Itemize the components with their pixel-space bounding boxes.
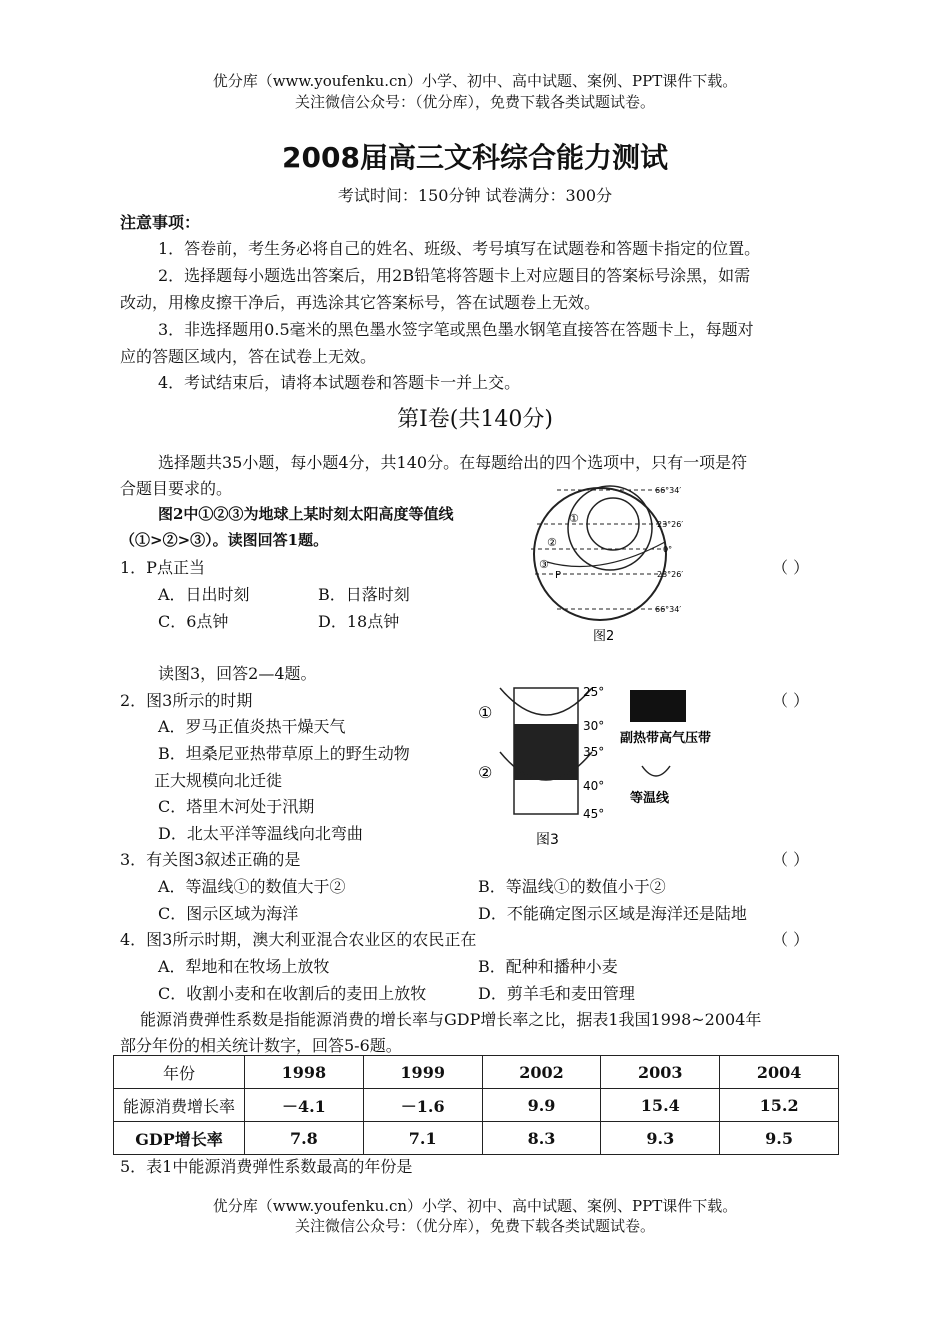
section-intro-a: 选择题共35小题，每小题4分，共140分。在每题给出的四个选项中，只有一项是符 — [158, 453, 748, 472]
data-table — [113, 1055, 839, 1155]
table-cell: 7.8 — [245, 1122, 364, 1155]
lat-label: 35° — [583, 745, 605, 759]
notes-heading: 注意事项： — [120, 213, 201, 232]
subtropical-high-belt — [514, 724, 578, 780]
table-cell: 9.5 — [720, 1122, 839, 1155]
note-3a: 3．非选择题用0.5毫米的黑色墨水签字笔或黑色墨水钢笔直接答在答题卡上，每题对 — [158, 320, 754, 339]
note-2a: 2．选择题每小题选出答案后，用2B铅笔将答题卡上对应题目的答案标号涂黑，如需 — [158, 266, 751, 285]
legend-isotherm-label: 等温线 — [630, 791, 670, 806]
q5-stem: 5．表1中能源消费弹性系数最高的年份是 — [120, 1157, 413, 1176]
lat-label: 23°26′ — [657, 520, 684, 529]
q1-answer-blank[interactable]: （ ） — [772, 558, 810, 577]
legend-high-pressure-label: 副热带高气压带 — [620, 731, 712, 746]
contour-mark: ① — [569, 512, 579, 525]
table-cell: 能源消费增长率 — [114, 1089, 245, 1122]
legend-isotherm-swatch — [642, 766, 670, 776]
section-title: 第Ⅰ卷(共140分) — [397, 407, 553, 432]
q4-stem: 4．图3所示时期，澳大利亚混合农业区的农民正在 — [120, 930, 477, 949]
header-line-2: 关注微信公众号：（优分库），免费下载各类试题试卷。 — [294, 93, 655, 111]
table-cell: 7.1 — [363, 1122, 482, 1155]
lat-label: 23°26′ — [657, 570, 684, 579]
q2-answer-blank[interactable]: （ ） — [772, 691, 810, 710]
table-cell: 15.4 — [601, 1089, 720, 1122]
table-cell: 1998 — [245, 1056, 364, 1089]
q3-option-d[interactable]: D．不能确定图示区域是海洋还是陆地 — [478, 904, 747, 923]
q4-answer-blank[interactable]: （ ） — [772, 930, 810, 949]
q1-option-d[interactable]: D．18点钟 — [318, 612, 400, 631]
q2-option-b-cont: 正大规模向北迁徙 — [154, 771, 283, 790]
q3-option-b[interactable]: B．等温线①的数值小于② — [478, 877, 666, 896]
isotherm-mark: ② — [478, 763, 493, 782]
fig2-intro-a: 图2中①②③为地球上某时刻太阳高度等值线 — [158, 505, 454, 523]
q2-option-a[interactable]: A．罗马正值炎热干燥天气 — [158, 717, 346, 736]
note-4: 4．考试结束后，请将本试题卷和答题卡一并上交。 — [158, 373, 521, 392]
lat-label: 30° — [583, 719, 605, 733]
legend-high-pressure-swatch — [630, 690, 686, 722]
q4-option-b[interactable]: B．配种和播种小麦 — [478, 957, 618, 976]
table-cell: 2003 — [601, 1056, 720, 1089]
table-cell: 年份 — [114, 1056, 245, 1089]
fig2-intro-b: （①>②>③）。读图回答1题。 — [120, 531, 329, 549]
lat-label: 25° — [583, 685, 605, 699]
page-title: 2008届高三文科综合能力测试 — [282, 141, 668, 174]
q3-stem: 3．有关图3叙述正确的是 — [120, 850, 301, 869]
q2-option-c[interactable]: C．塔里木河处于汛期 — [158, 797, 315, 816]
q3-answer-blank[interactable]: （ ） — [772, 850, 810, 869]
q1-option-c[interactable]: C．6点钟 — [158, 612, 229, 631]
note-1: 1．答卷前，考生务必将自己的姓名、班级、考号填写在试题卷和答题卡指定的位置。 — [158, 239, 761, 258]
table-cell: 9.3 — [601, 1122, 720, 1155]
point-p-label: P — [555, 570, 562, 581]
fig3-intro: 读图3，回答2—4题。 — [158, 664, 317, 683]
q2-stem: 2．图3所示的时期 — [120, 691, 253, 710]
q4-option-a[interactable]: A．犁地和在牧场上放牧 — [158, 957, 330, 976]
table-row — [114, 1122, 839, 1155]
note-2b: 改动，用橡皮擦干净后，再选涂其它答案标号，答在试题卷上无效。 — [120, 293, 601, 312]
table-header-row — [114, 1056, 839, 1089]
q3-option-c[interactable]: C．图示区域为海洋 — [158, 904, 299, 923]
q4-option-c[interactable]: C．收割小麦和在收割后的麦田上放牧 — [158, 984, 427, 1003]
footer-line-2: 关注微信公众号：（优分库），免费下载各类试题试卷。 — [294, 1217, 655, 1235]
table-cell: 1999 — [363, 1056, 482, 1089]
q1-option-a[interactable]: A．日出时刻 — [158, 585, 250, 604]
q2-option-b[interactable]: B．坦桑尼亚热带草原上的野生动物 — [158, 744, 410, 763]
q3-option-a[interactable]: A．等温线①的数值大于② — [158, 877, 346, 896]
q4-option-d[interactable]: D．剪羊毛和麦田管理 — [478, 984, 635, 1003]
table-intro-b: 部分年份的相关统计数字，回答5-6题。 — [120, 1036, 402, 1055]
table-cell: －4.1 — [245, 1089, 364, 1122]
q1-stem: 1．P点正当 — [120, 558, 205, 577]
table-cell: －1.6 — [363, 1089, 482, 1122]
table-cell: GDP增长率 — [114, 1122, 245, 1155]
footer-line-1: 优分库（www.youfenku.cn）小学、初中、高中试题、案例、PPT课件下载。 — [212, 1197, 738, 1215]
contour-mark: ② — [547, 536, 557, 549]
table-intro-a: 能源消费弹性系数是指能源消费的增长率与GDP增长率之比，据表1我国1998~2004年 — [140, 1010, 762, 1029]
note-3b: 应的答题区域内，答在试卷上无效。 — [120, 347, 377, 366]
fig3-caption: 图3 — [536, 832, 559, 848]
lat-label: 45° — [583, 807, 605, 821]
lat-label: 66°34′ — [655, 486, 682, 495]
q2-option-d[interactable]: D．北太平洋等温线向北弯曲 — [158, 824, 363, 843]
figure-3 — [470, 680, 730, 852]
lat-label: 40° — [583, 779, 605, 793]
table-cell: 2002 — [482, 1056, 601, 1089]
exam-subtitle: 考试时间：150分钟 试卷满分：300分 — [337, 186, 613, 205]
table-cell: 2004 — [720, 1056, 839, 1089]
table-cell: 9.9 — [482, 1089, 601, 1122]
fig2-caption: 图2 — [593, 629, 615, 644]
figure-2 — [525, 482, 690, 647]
header-line-1: 优分库（www.youfenku.cn）小学、初中、高中试题、案例、PPT课件下载。 — [212, 72, 738, 90]
isotherm-mark: ① — [478, 703, 493, 722]
contour-mark: ③ — [539, 558, 549, 571]
section-intro-b: 合题目要求的。 — [120, 479, 233, 498]
lat-label: 0° — [663, 545, 673, 554]
table-row — [114, 1089, 839, 1122]
q1-option-b[interactable]: B．日落时刻 — [318, 585, 410, 604]
lat-label: 66°34′ — [655, 605, 682, 614]
table-cell: 15.2 — [720, 1089, 839, 1122]
table-cell: 8.3 — [482, 1122, 601, 1155]
